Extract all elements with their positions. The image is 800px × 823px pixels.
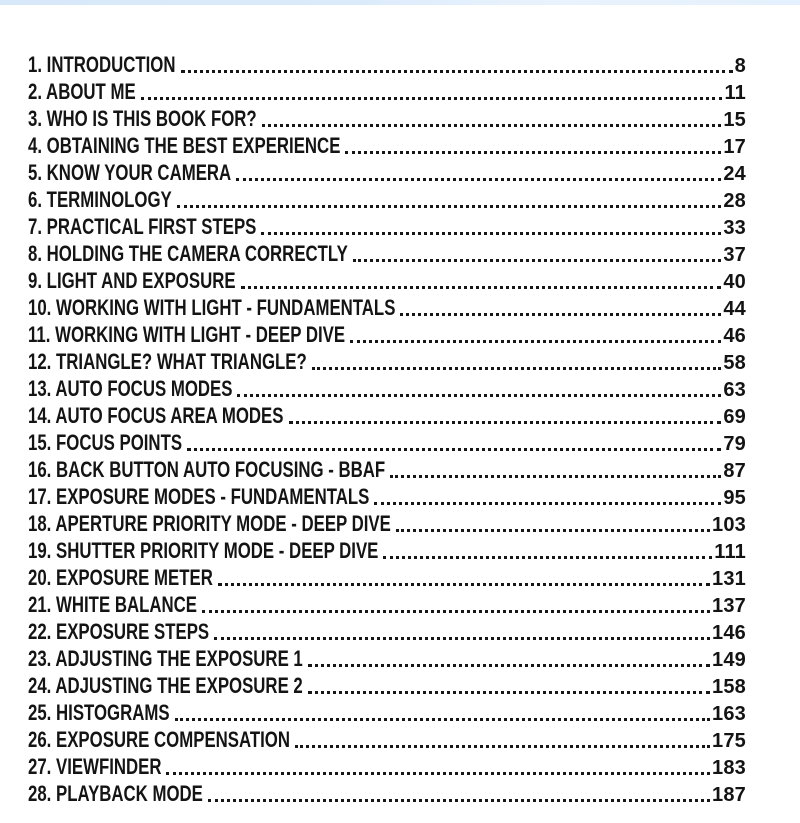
toc-row[interactable]: [28, 241, 746, 268]
toc-entry-label: 15. FOCUS POINTS: [28, 431, 183, 456]
dot-leader: [236, 178, 721, 181]
toc-entry-label: 14. AUTO FOCUS AREA MODES: [28, 404, 284, 429]
toc-entry-page: 79: [723, 433, 746, 455]
dot-leader: [214, 637, 710, 640]
toc-entry-page: 58: [723, 352, 746, 374]
toc-entry-label: 1. INTRODUCTION: [28, 53, 176, 78]
toc-entry-label: 16. BACK BUTTON AUTO FOCUSING - BBAF: [28, 458, 386, 483]
toc-row[interactable]: [28, 727, 746, 754]
dot-leader: [202, 610, 710, 613]
toc-entry-page: 131: [712, 568, 746, 590]
toc-entry-page: 17: [723, 136, 746, 158]
toc-row[interactable]: [28, 457, 746, 484]
dot-leader: [345, 151, 721, 154]
dot-leader: [175, 718, 710, 721]
toc-entry-label: 4. OBTAINING THE BEST EXPERIENCE: [28, 134, 341, 159]
toc-row[interactable]: [28, 376, 746, 403]
dot-leader: [262, 124, 722, 127]
toc-row[interactable]: [28, 538, 746, 565]
toc-entry-label: 11. WORKING WITH LIGHT - DEEP DIVE: [28, 323, 346, 348]
dot-leader: [295, 745, 710, 748]
toc-row[interactable]: [28, 781, 746, 808]
toc-entry-label: 18. APERTURE PRIORITY MODE - DEEP DIVE: [28, 512, 391, 537]
dot-leader: [141, 97, 723, 100]
toc-row[interactable]: [28, 322, 746, 349]
dot-leader: [400, 313, 721, 316]
toc-entry-page: 69: [723, 406, 746, 428]
toc-entry-page: 15: [723, 109, 746, 131]
toc-entry-page: 163: [712, 703, 746, 725]
toc-row[interactable]: [28, 106, 746, 133]
toc-entry-label: 2. ABOUT ME: [28, 80, 136, 105]
toc-entry-page: 11: [724, 82, 746, 104]
toc-row[interactable]: [28, 619, 746, 646]
toc-row[interactable]: [28, 52, 746, 79]
toc-entry-label: 22. EXPOSURE STEPS: [28, 620, 210, 645]
toc-row[interactable]: [28, 403, 746, 430]
toc-row[interactable]: [28, 430, 746, 457]
toc-entry-page: 111: [714, 541, 746, 563]
dot-leader: [383, 556, 712, 559]
toc-row[interactable]: [28, 160, 746, 187]
toc-entry-label: 24. ADJUSTING THE EXPOSURE 2: [28, 674, 303, 699]
toc-entry-label: 9. LIGHT AND EXPOSURE: [28, 269, 236, 294]
toc-entry-page: 33: [723, 217, 746, 239]
toc-entry-page: 149: [712, 649, 746, 671]
dot-leader: [218, 583, 710, 586]
toc-entry-label: 26. EXPOSURE COMPENSATION: [28, 728, 291, 753]
toc-entry-label: 21. WHITE BALANCE: [28, 593, 197, 618]
toc-row[interactable]: [28, 79, 746, 106]
toc-row[interactable]: [28, 187, 746, 214]
toc-entry-label: 19. SHUTTER PRIORITY MODE - DEEP DIVE: [28, 539, 379, 564]
dot-leader: [396, 529, 710, 532]
toc-entry-label: 7. PRACTICAL FIRST STEPS: [28, 215, 257, 240]
toc-list: [28, 52, 746, 808]
toc-row[interactable]: [28, 646, 746, 673]
toc-row[interactable]: [28, 700, 746, 727]
toc-row[interactable]: [28, 673, 746, 700]
toc-row[interactable]: [28, 754, 746, 781]
dot-leader: [289, 421, 722, 424]
toc-row[interactable]: [28, 349, 746, 376]
toc-entry-page: 175: [712, 730, 746, 752]
dot-leader: [166, 772, 710, 775]
toc-entry-label: 25. HISTOGRAMS: [28, 701, 170, 726]
dot-leader: [241, 286, 722, 289]
toc-entry-label: 20. EXPOSURE METER: [28, 566, 213, 591]
dot-leader: [187, 448, 721, 451]
dot-leader: [261, 232, 721, 235]
dot-leader: [353, 259, 722, 262]
toc-entry-label: 8. HOLDING THE CAMERA CORRECTLY: [28, 242, 348, 267]
toc-entry-label: 27. VIEWFINDER: [28, 755, 162, 780]
toc-entry-page: 146: [712, 622, 746, 644]
toc-row[interactable]: [28, 484, 746, 511]
toc-entry-page: 87: [723, 460, 746, 482]
dot-leader: [177, 205, 722, 208]
dot-leader: [308, 664, 710, 667]
toc-entry-page: 8: [734, 55, 746, 77]
toc-entry-label: 13. AUTO FOCUS MODES: [28, 377, 233, 402]
toc-entry-label: 6. TERMINOLOGY: [28, 188, 172, 213]
toc-row[interactable]: [28, 214, 746, 241]
toc-entry-page: 95: [723, 487, 746, 509]
toc-entry-page: 137: [712, 595, 746, 617]
toc-entry-page: 183: [712, 757, 746, 779]
toc-entry-page: 28: [723, 190, 746, 212]
toc-entry-page: 37: [723, 244, 746, 266]
toc-row[interactable]: [28, 295, 746, 322]
toc-row[interactable]: [28, 592, 746, 619]
toc-entry-page: 46: [723, 325, 746, 347]
dot-leader: [181, 70, 733, 73]
toc-row[interactable]: [28, 511, 746, 538]
toc-entry-label: 17. EXPOSURE MODES - FUNDAMENTALS: [28, 485, 370, 510]
dot-leader: [350, 340, 721, 343]
toc-row[interactable]: [28, 565, 746, 592]
toc-entry-label: 5. KNOW YOUR CAMERA: [28, 161, 232, 186]
dot-leader: [390, 475, 721, 478]
toc-entry-label: 28. PLAYBACK MODE: [28, 782, 203, 807]
toc-entry-page: 103: [712, 514, 746, 536]
toc-entry-page: 63: [723, 379, 746, 401]
toc-row[interactable]: [28, 133, 746, 160]
dot-leader: [237, 394, 721, 397]
dot-leader: [312, 367, 722, 370]
toc-entry-page: 44: [723, 298, 746, 320]
toc-entry-page: 40: [723, 271, 746, 293]
dot-leader: [374, 502, 721, 505]
toc-entry-label: 3. WHO IS THIS BOOK FOR?: [28, 107, 257, 132]
toc-entry-page: 24: [723, 163, 746, 185]
dot-leader: [308, 691, 710, 694]
page-top-edge-strip: [0, 0, 800, 5]
toc-entry-label: 10. WORKING WITH LIGHT - FUNDAMENTALS: [28, 296, 396, 321]
dot-leader: [208, 799, 710, 802]
toc-entry-label: 23. ADJUSTING THE EXPOSURE 1: [28, 647, 303, 672]
toc-entry-page: 158: [712, 676, 746, 698]
toc-row[interactable]: [28, 268, 746, 295]
toc-entry-label: 12. TRIANGLE? WHAT TRIANGLE?: [28, 350, 307, 375]
toc-entry-page: 187: [712, 784, 746, 806]
